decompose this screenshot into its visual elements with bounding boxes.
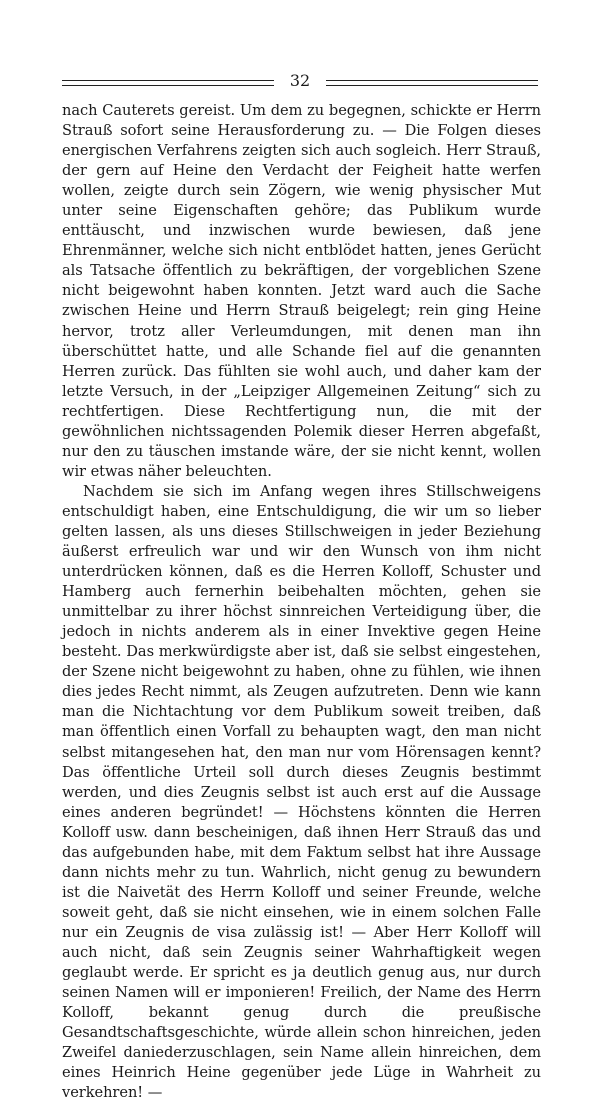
page-header: [62, 70, 538, 100]
paragraph-1: nach Cauterets gereist. Um dem zu begegnen, schickte er Herrn Strauß sofort seine Herausforderung zu. — Die Folgen dieses energischen Verfahrens zeigten sich auch sogleich. Herr Strauß, der gern auf Heine den Verdacht der Feigheit hatte werfen wollen, zeigte durch sein Zögern, wie wenig physischer Mut unter seine Eigenschaften gehöre; das Publikum wurde enttäuscht, und inzwischen wurde bewiesen, daß jene Ehrenmänner, welche sich nicht entblödet hatten, jenes Gerücht als Tatsache öffentlich zu bekräftigen, der vorgeblichen Szene nicht beigewohnt haben konnten. Jetzt ward auch die Sache zwischen Heine und Herrn Strauß beigelegt; rein ging Heine hervor, trotz aller Verleumdungen, mit denen man ihn überschüttet hatte, und alle Schande fiel auf die genannten Herren zurück. Das fühlten sie wohl auch, und daher kam der letzte Versuch, in der „Leipziger Allgemeinen Zeitung“ sich zu rechtfertigen. Diese Rechtfertigung nun, die mit der gewöhnlichen nichtssagenden Polemik dieser Herren abgefaßt, nur den zu täuschen imstande wäre, der sie nicht kennt, wollen wir etwas näher beleuchten.: [62, 102, 541, 480]
header-rule-right: [326, 80, 538, 86]
body-text: [62, 101, 541, 1103]
page-number: 32: [289, 71, 311, 90]
paragraph-2: Nachdem sie sich im Anfang wegen ihres Stillschweigens entschuldigt haben, eine Entschuldigung, die wir um so lieber gelten lassen, als uns dieses Stillschweigen in jeder Beziehung äußerst erfreulich war und wir den Wunsch von ihm nicht unterdrücken können, daß es die Herren Kolloff, Schuster und Hamberg auch fernerhin beibehalten möchten, gehen sie unmittelbar zu ihrer höchst sinnreichen Verteidigung über, die jedoch in nichts anderem als in einer Invektive gegen Heine besteht. Das merkwürdigste aber ist, daß sie selbst eingestehen, der Szene nicht beigewohnt zu haben, ohne zu fühlen, wie ihnen dies jedes Recht nimmt, als Zeugen aufzutreten. Denn wie kann man die Nichtachtung vor dem Publikum soweit treiben, daß man öffentlich einen Vorfall zu behaupten wagt, den man nicht selbst mitangesehen hat, den man nur vom Hörensagen kennt? Das öffentliche Urteil soll durch dieses Zeugnis bestimmt werden, und dies Zeugnis selbst ist auch erst auf die Aussage eines anderen begründet! — Höchstens könnten die Herren Kolloff usw. dann bescheinigen, daß ihnen Herr Strauß das und das aufgebunden habe, mit dem Faktum selbst hat ihre Aussage dann nichts mehr zu tun. Wahrlich, nicht genug zu bewundern ist die Naivetät des Herrn Kolloff und seiner Freunde, welche soweit geht, daß sie nicht einsehen, wie in einem solchen Falle nur ein Zeugnis de visa zulässig ist! — Aber Herr Kolloff will auch nicht, daß sein Zeugnis seiner Wahrhaftigkeit wegen geglaubt werde. Er spricht es ja deutlich genug aus, nur durch seinen Namen will er imponieren! Freilich, der Name des Herrn Kolloff, bekannt genug durch die preußische Gesandtschaftsgeschichte, würde allein schon hinreichen, jeden Zweifel daniederzuschlagen, sein Name allein hinreichen, dem eines Heinrich Heine gegenüber jede Lüge in Wahrheit zu verkehren! —: [62, 482, 541, 1102]
